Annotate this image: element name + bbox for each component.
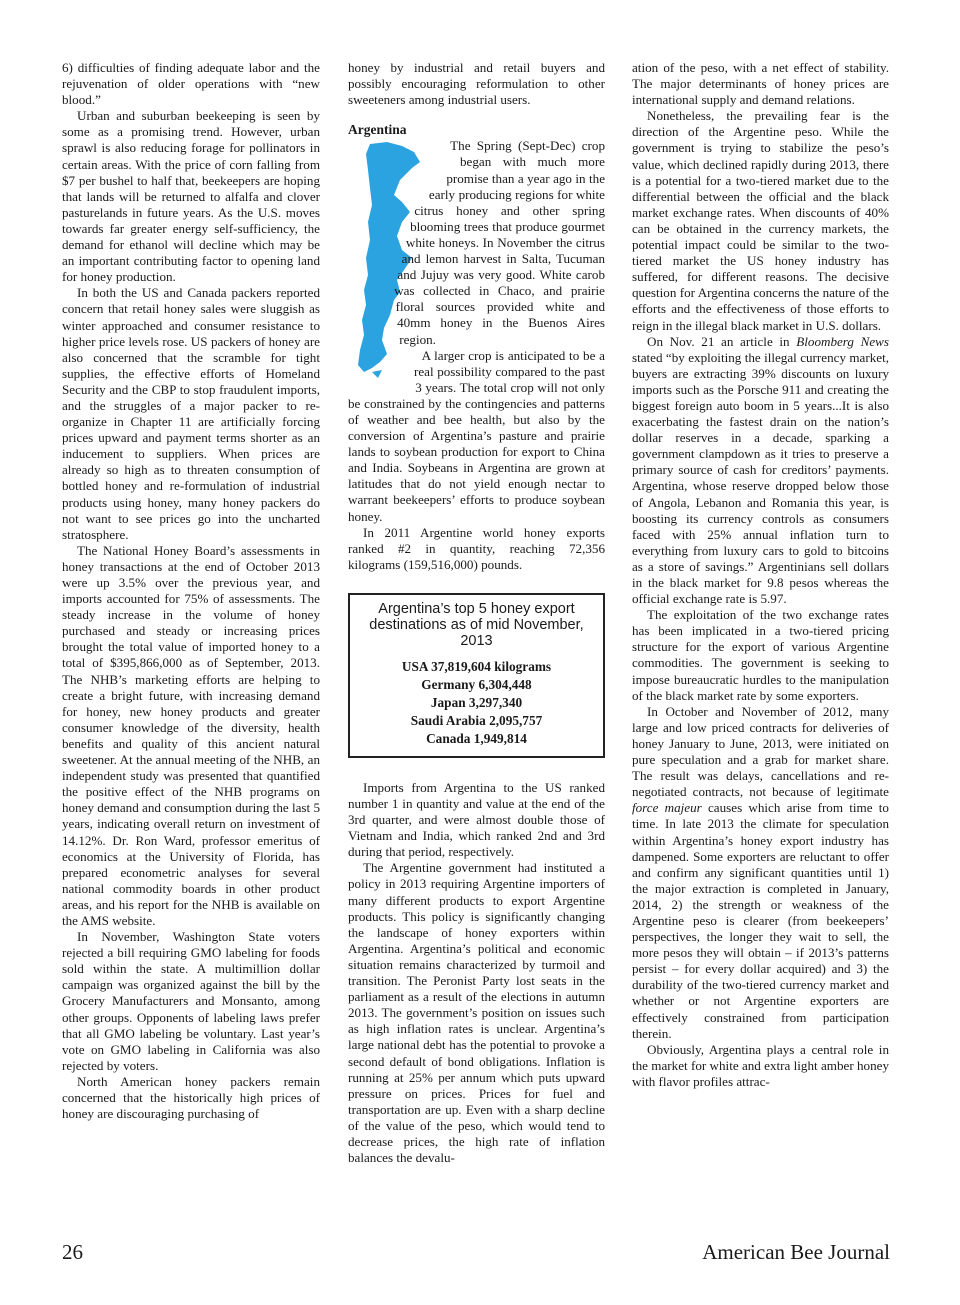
paragraph: Imports from Argentina to the US ranked number 1 in quantity and value at the end of the 3rd quarter, and were almost double those of Vietnam and India, which ranked 2nd and 3rd during that period, respectively. [348, 779, 605, 860]
box-row: Japan 3,297,340 [430, 694, 523, 710]
page-number: 26 [62, 1240, 83, 1264]
paragraph-contracts: In October and November of 2012, many large and low priced contracts for deliveries of honey January to June, 2013, were initiated on pure speculation and a grab for market share. The result was delays, cancellations and re-negotiated contracts, not because of legitimate force majeur causes which arise from time to time. In late 2013 the climate for speculation within Argentina’s honey export industry has dampened. Some exporters are reluctant to offer and confirm any significant quantities until 1) the major extraction is completed in January, 2014, 2) the strength or weakness of the Argentine peso is clearer (from beekeepers’ perspectives, the longer they wait to sell, the more pesos they will obtain – if 2013’s patterns persist – for every dollar acquired) and 3) the durability of the two-tiered currency market and whether or not Argentine exporters are effectively constrained from participation therein. [632, 703, 889, 1041]
export-destinations-box [348, 593, 605, 758]
paragraph: Obviously, Argentina plays a central role in the market for white and extra light amber honey with flavor profiles attrac- [632, 1041, 889, 1089]
paragraph: The Argentine government had instituted a policy in 2013 requiring Argentine importers of many different products to export Argentine products. This policy is significantly changing the landscape of honey exporters within Argentina. Argentina’s political and economic situation remains characterized by turmoil and transition. The Peronist Party lost seats in the parliament as a result of the elections in autumn 2013. The government’s position on issues such as high inflation rates is unclear. Argentina’s large national debt has the potential to provoke a second default of bond obligations. Inflation is running at 25% per annum which puts upward pressure on prices. Prices for fuel and transportation are up. Even with a sharp decline of the value of the peso, which would tend to decrease prices, the high rate of inflation balances the devalu- [348, 860, 605, 1166]
box-row: USA 37,819,604 kilograms [401, 658, 552, 674]
publication-name: Bloomberg News [796, 333, 889, 349]
journal-name: American Bee Journal [702, 1240, 890, 1264]
paragraph: In November, Washington State voters rejected a bill requiring GMO labeling for foods sold within the state. A multimillion dollar campaign was organized against the bill by the Grocery Manufacturers and Monsanto, among other groups. Opponents of labeling laws prefer that all GMO labeling be voluntary. Last year’s vote on GMO labeling in California was also rejected by voters. [62, 929, 320, 1073]
paragraph: The exploitation of the two exchange rates has been implicated in a two-tiered pricing structure for the export of various Argentine commodities. The government is seeking to impose bureaucratic hurdles to the manipulation of the black market rate by some exporters. [632, 607, 889, 703]
italic-term: force majeur [632, 800, 702, 816]
column-1 [62, 60, 320, 1122]
paragraph: Urban and suburban beekeeping is seen by some as a promising trend. However, urban sprawl is also reducing forage for pollinators in certain areas. With the price of corn falling from $7 per bushel to half that, beekeepers are hoping that lands will be returned to alfalfa and clover pasturelands in future years. As the U.S. moves towards far greater energy self-sufficiency, the demand for ethanol will decline which may be an important contributing factor to opening land for honey production. [62, 108, 320, 285]
paragraph: North American honey packers remain concerned that the historically high prices of honey are discouraging purchasing of [62, 1073, 320, 1122]
paragraph: honey by industrial and retail buyers and possibly encouraging reformulation to other sweeteners among industrial users. [348, 60, 605, 108]
column-2 [348, 60, 605, 1166]
paragraph: 6) difficulties of finding adequate labor and the rejuvenation of older operations with “new blood.” [62, 60, 320, 108]
paragraph: The National Honey Board’s assessments in honey transactions at the end of October 2013 were up 3.5% over the previous year, and imports accounted for 75% of assessments. The steady increase in the volume of honey purchased and steady or increasing prices brought the total value of imported honey to a total of $395,866,000 as of September, 2013. The NHB’s marketing efforts are helping to create a bright future, with increasing demand for honey, new honey products and greater consumer knowledge of the diversity, health benefits and quality of this ancient natural sweetener. At the annual meeting of the NHB, an independent study was presented that quantified the positive effect of the NHB programs on honey demand and consumption during the last 5 years, indicating overall return on investment of 14.12%. Dr. Ron Ward, professor emeritus of economics at the University of Florida, has prepared econometric analyses for several national commodity boards in other product areas, and his report for the NHB is available on the AMS website. [62, 542, 320, 928]
paragraph: In 2011 Argentine world honey exports ranked #2 in quantity, reaching 72,356 kilograms (159,516,000) pounds. [348, 524, 605, 572]
box-row: Canada 1,949,814 [426, 730, 527, 746]
paragraph: A larger crop is anticipated to be a real possibility compared to the past 3 years. The total crop will not only be constrained by the contingencies and patterns of weather and bee health, but also by the conversion of Argentina’s pasture and prairie lands to soybean production for export to China and India. Soybeans in Argentina are grown at latitudes that do not yield enough nectar to warrant beekeepers’ efforts to produce soybean honey. [348, 347, 605, 524]
paragraph: The Spring (Sept-Dec) crop began with much more promise than a year ago in the early producing regions for white citrus honey and other spring blooming trees that produce gourmet white honeys. In November the citrus and lemon harvest in Salta, Tucuman and Jujuy was very good. White carob was collected in Chaco, and prairie floral sources provided white and 40mm honey in the Buenos Aires region. [394, 138, 605, 347]
box-row: Germany 6,304,448 [421, 676, 532, 692]
paragraph: Nonetheless, the prevailing fear is the direction of the Argentine peso. While the government is trying to stabilize the peso’s value, which declined rapidly during 2013, there is a potential for a two-tiered market due to the differential between the official and the black market exchange rates. When discounts of 40% can be obtained in the currency markets, the potential impact could be similar to the two-tiered market the US honey industry has suffered, for different reasons. The decisive question for Argentina concerns the nature of the efforts and the effectiveness of those efforts to reign in the illegal black market in U.S. dollars. [632, 108, 889, 333]
argentina-heading: Argentina [348, 122, 407, 138]
column-3 [632, 60, 889, 1090]
paragraph: ation of the peso, with a net effect of stability. The major determinants of honey prices are international supply and demand relations. [632, 60, 889, 108]
paragraph-bloomberg: On Nov. 21 an article in Bloomberg News stated “by exploiting the illegal currency market, buyers are extracting 39% discounts on luxury imports such as the Porsche 911 and creating the biggest foreign auto boom in 5 years...It is also exacerbating the fastest drain on the nation’s dollar reserves in a decade, sparking a government clampdown as it tries to preserve a primary source of cash for creditors’ payments. Argentina, whose reserve dropped below those of Angola, Lebanon and Romania this year, is boosting its currency controls as consumers faced with 25% annual inflation turn to everything from luxury cars to gold to bitcoins as a store of savings.” Argentinians sell dollars in the black market for 9.8 pesos whereas the official exchange rate is 5.97. [632, 333, 889, 607]
box-row: Saudi Arabia 2,095,757 [410, 712, 543, 728]
box-title: Argentina’s top 5 honey export destinations as of mid November, 2013 [369, 600, 584, 649]
paragraph: In both the US and Canada packers reported concern that retail honey sales were sluggish as winter approached and consumer resistance to higher price levels rose. US packers of honey are also concerned that the scramble for tight supplies, the effective efforts of Homeland Security and the CBP to stop fraudulent imports, and the struggles of a major packer to re-organize in Chapter 11 are artificially forcing prices upward and payment terms shorter as an inducement to suppliers. When prices are already so high as to threaten consumption of bottled honey and re-formulation of industrial products using honey, many honey packers do not want to see prices go into the uncharted stratosphere. [62, 285, 320, 542]
